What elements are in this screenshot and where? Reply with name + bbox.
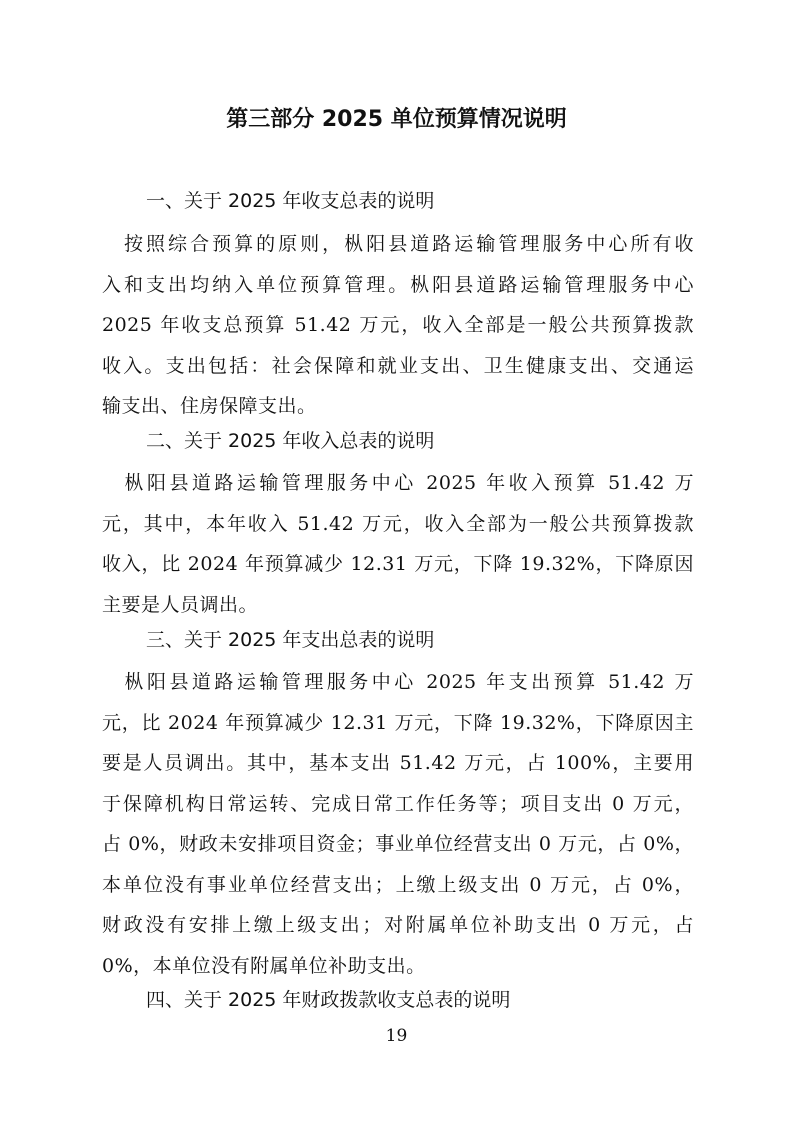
section-body-2 <box>102 463 694 625</box>
body-line: 主要是人员调出。 <box>102 593 259 616</box>
body-line: 元，比 2024 年预算减少 12.31 万元，下降 19.32%，下降原因主 <box>102 711 694 734</box>
body-line: 2025 年收支总预算 51.42 万元，收入全部是一般公共预算拨款 <box>102 314 694 336</box>
section-heading-2: 二、关于 2025 年收入总表的说明 <box>146 430 435 452</box>
body-line: 财政没有安排上缴上级支出；对附属单位补助支出 0 万元，占 <box>102 914 694 936</box>
section-heading-4: 四、关于 2025 年财政拨款收支总表的说明 <box>146 989 511 1011</box>
body-line: 按照综合预算的原则，枞阳县道路运输管理服务中心所有收 <box>102 233 694 255</box>
section-body-3 <box>102 662 694 986</box>
body-line: 元，其中，本年收入 51.42 万元，收入全部为一般公共预算拨款 <box>102 512 694 535</box>
page-title: 第三部分 2025 单位预算情况说明 <box>226 107 567 132</box>
section-heading-1: 一、关于 2025 年收支总表的说明 <box>146 190 435 212</box>
body-line: 枞阳县道路运输管理服务中心 2025 年支出预算 51.42 万 <box>102 671 694 693</box>
section-body-1 <box>102 224 694 427</box>
body-line: 本单位没有事业单位经营支出；上缴上级支出 0 万元，占 0%， <box>102 873 694 896</box>
body-line: 要是人员调出。其中，基本支出 51.42 万元，占 100%，主要用 <box>102 752 694 774</box>
body-line: 于保障机构日常运转、完成日常工作任务等；项目支出 0 万元， <box>102 792 694 815</box>
body-line: 入和支出均纳入单位预算管理。枞阳县道路运输管理服务中心 <box>102 273 694 296</box>
body-line: 占 0%，财政未安排项目资金；事业单位经营支出 0 万元，占 0%， <box>102 833 694 855</box>
page-number: 19 <box>385 1026 408 1046</box>
body-line: 0%，本单位没有附属单位补助支出。 <box>102 954 426 977</box>
body-line: 收入，比 2024 年预算减少 12.31 万元，下降 19.32%，下降原因 <box>102 553 694 575</box>
section-heading-3: 三、关于 2025 年支出总表的说明 <box>146 629 435 651</box>
body-line: 枞阳县道路运输管理服务中心 2025 年收入预算 51.42 万 <box>102 472 694 494</box>
body-line: 收入。支出包括：社会保障和就业支出、卫生健康支出、交通运 <box>102 354 694 377</box>
body-line: 输支出、住房保障支出。 <box>102 395 317 417</box>
